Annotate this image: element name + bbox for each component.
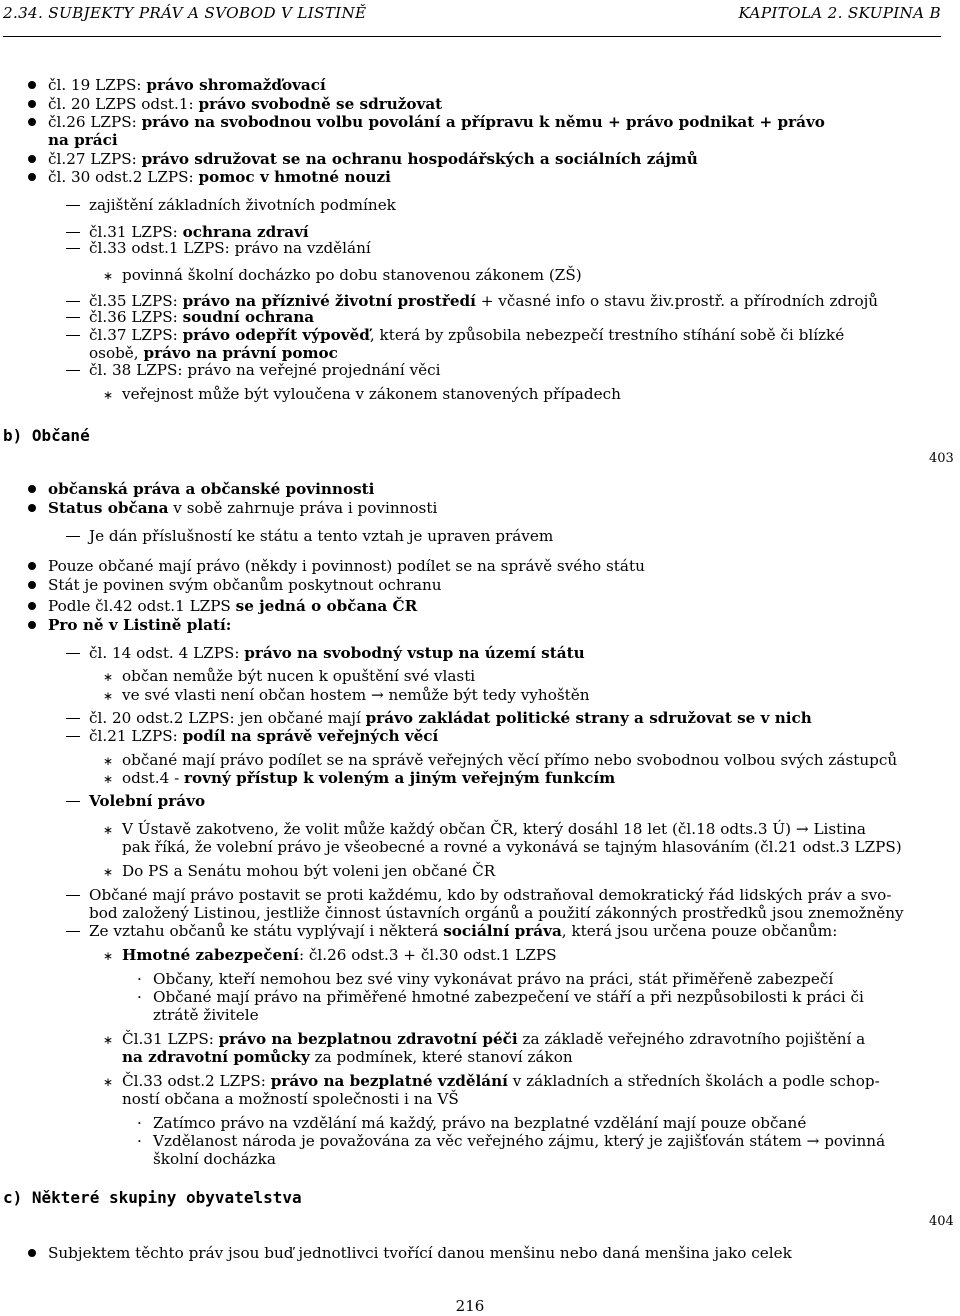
bullet-asterisk-icon: ∗ bbox=[103, 949, 114, 963]
bullet-dot-icon bbox=[28, 155, 36, 163]
bullet-dash-icon bbox=[66, 653, 80, 654]
bullet-middot-icon: · bbox=[137, 970, 142, 988]
bullet-asterisk-icon: ∗ bbox=[103, 269, 114, 283]
text-line: pak říká, že volební právo je všeobecné a rovné a vykonává se tajným hlasováním (čl.21 odst.3 LZPS) bbox=[122, 838, 902, 856]
header-left: 2.34. SUBJEKTY PRÁV A SVOBOD V LISTINĚ bbox=[3, 4, 367, 22]
running-header bbox=[3, 4, 941, 26]
page-number: 216 bbox=[455, 1297, 485, 1315]
text-line: Stát je povinen svým občanům poskytnout ochranu bbox=[48, 576, 442, 594]
text-line: Zatímco právo na vzdělání má každý, právo na bezplatné vzdělání mají pouze občané bbox=[153, 1114, 807, 1132]
text-line: čl. 20 odst.2 LZPS: jen občané mají právo zakládat politické strany a sdružovat se v nich bbox=[89, 709, 812, 727]
text-line: Pro ně v Listině platí: bbox=[48, 616, 232, 634]
bullet-dot-icon bbox=[28, 81, 36, 89]
bullet-dash-icon bbox=[66, 205, 80, 206]
bullet-asterisk-icon: ∗ bbox=[103, 388, 114, 402]
text-line: Čl.33 odst.2 LZPS: právo na bezplatné vzdělání v základních a středních školách a podle schop- bbox=[122, 1072, 880, 1090]
text-line: Občané mají právo na přiměřené hmotné zabezpečení ve stáří a při nezpůsobilosti k práci či bbox=[153, 988, 864, 1006]
bullet-asterisk-icon: ∗ bbox=[103, 754, 114, 768]
bullet-asterisk-icon: ∗ bbox=[103, 1075, 114, 1089]
text-line: čl. 14 odst. 4 LZPS: právo na svobodný vstup na území státu bbox=[89, 644, 585, 662]
text-line: čl.21 LZPS: podíl na správě veřejných věcí bbox=[89, 727, 439, 745]
bullet-dash-icon bbox=[66, 232, 80, 233]
bullet-asterisk-icon: ∗ bbox=[103, 670, 114, 684]
bullet-dash-icon bbox=[66, 370, 80, 371]
text-line: čl.31 LZPS: ochrana zdraví bbox=[89, 223, 309, 241]
text-line: V Ústavě zakotveno, že volit může každý občan ČR, který dosáhl 18 let (čl.18 odts.3 Ú) → Listina bbox=[122, 820, 866, 838]
bullet-dot-icon bbox=[28, 602, 36, 610]
bullet-dot-icon bbox=[28, 504, 36, 512]
bullet-asterisk-icon: ∗ bbox=[103, 772, 114, 786]
bullet-middot-icon: · bbox=[137, 1114, 142, 1132]
text-line: občanská práva a občanské povinnosti bbox=[48, 480, 375, 498]
text-line: Hmotné zabezpečení: čl.26 odst.3 + čl.30 odst.1 LZPS bbox=[122, 946, 557, 964]
text-line: Pouze občané mají právo (někdy i povinnost) podílet se na správě svého státu bbox=[48, 557, 645, 575]
bullet-dash-icon bbox=[66, 301, 80, 302]
text-line: Je dán příslušností ke státu a tento vztah je upraven právem bbox=[89, 527, 554, 545]
bullet-dot-icon bbox=[28, 1249, 36, 1257]
bullet-middot-icon: · bbox=[137, 1132, 142, 1150]
text-line: čl. 38 LZPS: právo na veřejné projednání věci bbox=[89, 361, 441, 379]
bullet-dash-icon bbox=[66, 895, 80, 896]
text-line: zajištění základních životních podmínek bbox=[89, 196, 396, 214]
bullet-dash-icon bbox=[66, 335, 80, 336]
header-right: KAPITOLA 2. SKUPINA B bbox=[738, 4, 941, 22]
text-line: občané mají právo podílet se na správě veřejných věcí přímo nebo svobodnou volbou svých zástupců bbox=[122, 751, 898, 769]
text-line: Podle čl.42 odst.1 LZPS se jedná o občana ČR bbox=[48, 597, 418, 615]
bullet-dash-icon bbox=[66, 536, 80, 537]
bullet-asterisk-icon: ∗ bbox=[103, 823, 114, 837]
text-line: čl.36 LZPS: soudní ochrana bbox=[89, 308, 315, 326]
text-line: čl. 30 odst.2 LZPS: pomoc v hmotné nouzi bbox=[48, 168, 391, 186]
bullet-dot-icon bbox=[28, 118, 36, 126]
text-line: Subjektem těchto práv jsou buď jednotlivci tvořící danou menšinu nebo daná menšina jako celek bbox=[48, 1244, 792, 1262]
bullet-dash-icon bbox=[66, 801, 80, 802]
text-line: čl.35 LZPS: právo na příznivé životní prostředí + včasné info o stavu živ.prostř. a přírodních zdrojů bbox=[89, 292, 879, 310]
text-line: Vzdělanost národa je považována za věc veřejného zájmu, který je zajišťován státem → povinná bbox=[153, 1132, 886, 1150]
text-line: Status občana v sobě zahrnuje práva i povinnosti bbox=[48, 499, 438, 517]
bullet-dot-icon bbox=[28, 621, 36, 629]
text-line: školní docházka bbox=[153, 1150, 276, 1168]
bullet-dot-icon bbox=[28, 562, 36, 570]
bullet-asterisk-icon: ∗ bbox=[103, 1033, 114, 1047]
text-line: Do PS a Senátu mohou být voleni jen občané ČR bbox=[122, 862, 496, 880]
margin-number: 404 bbox=[929, 1214, 954, 1229]
text-line: povinná školní docházko po dobu stanovenou zákonem (ZŠ) bbox=[122, 266, 582, 284]
bullet-dot-icon bbox=[28, 173, 36, 181]
text-line: čl. 20 LZPS odst.1: právo svobodně se sdružovat bbox=[48, 95, 443, 113]
bullet-asterisk-icon: ∗ bbox=[103, 865, 114, 879]
text-line: čl.33 odst.1 LZPS: právo na vzdělání bbox=[89, 239, 371, 257]
header-rule bbox=[3, 36, 941, 37]
text-line: veřejnost může být vyloučena v zákonem stanovených případech bbox=[122, 385, 621, 403]
text-line: Čl.31 LZPS: právo na bezplatnou zdravotní péči za základě veřejného zdravotního pojištění a bbox=[122, 1030, 866, 1048]
bullet-dash-icon bbox=[66, 931, 80, 932]
text-line: čl.26 LZPS: právo na svobodnou volbu povolání a přípravu k němu + právo podnikat + právo bbox=[48, 113, 825, 131]
text-line: Ze vztahu občanů ke státu vyplývají i některá sociální práva, která jsou určena pouze občanům: bbox=[89, 922, 838, 940]
bullet-dot-icon bbox=[28, 581, 36, 589]
text-line: bod založený Listinou, jestliže činnost ústavních orgánů a použití zákonných prostředků jsou znemožněny bbox=[89, 904, 904, 922]
section-heading: b) Občané bbox=[3, 426, 90, 445]
text-line: odst.4 - rovný přístup k voleným a jiným veřejným funkcím bbox=[122, 769, 616, 787]
text-line: Volební právo bbox=[89, 792, 206, 810]
text-line: čl.27 LZPS: právo sdružovat se na ochranu hospodářských a sociálních zájmů bbox=[48, 150, 698, 168]
text-line: občan nemůže být nucen k opuštění své vlasti bbox=[122, 667, 476, 685]
text-line: Občané mají právo postavit se proti každému, kdo by odstraňoval demokratický řád lidských práv a svo- bbox=[89, 886, 892, 904]
bullet-asterisk-icon: ∗ bbox=[103, 689, 114, 703]
margin-number: 403 bbox=[929, 451, 954, 466]
bullet-dot-icon bbox=[28, 100, 36, 108]
text-line: ve své vlasti není občan hostem → nemůže být tedy vyhoštěn bbox=[122, 686, 590, 704]
bullet-dash-icon bbox=[66, 248, 80, 249]
text-line: osobě, právo na právní pomoc bbox=[89, 344, 338, 362]
text-line: ností občana a možností společnosti i na VŠ bbox=[122, 1090, 459, 1108]
bullet-dash-icon bbox=[66, 718, 80, 719]
text-line: Občany, kteří nemohou bez své viny vykonávat právo na práci, stát přiměřeně zabezpečí bbox=[153, 970, 834, 988]
text-line: čl.37 LZPS: právo odepřít výpověď, která by způsobila nebezpečí trestního stíhání sobě či blízké bbox=[89, 326, 845, 344]
text-line: ztrátě živitele bbox=[153, 1006, 259, 1024]
bullet-dash-icon bbox=[66, 736, 80, 737]
text-line: na práci bbox=[48, 131, 118, 149]
bullet-dot-icon bbox=[28, 485, 36, 493]
text-line: na zdravotní pomůcky za podmínek, které stanoví zákon bbox=[122, 1048, 573, 1066]
text-line: čl. 19 LZPS: právo shromažďovací bbox=[48, 76, 326, 94]
bullet-dash-icon bbox=[66, 317, 80, 318]
section-heading: c) Některé skupiny obyvatelstva bbox=[3, 1188, 302, 1207]
bullet-middot-icon: · bbox=[137, 988, 142, 1006]
